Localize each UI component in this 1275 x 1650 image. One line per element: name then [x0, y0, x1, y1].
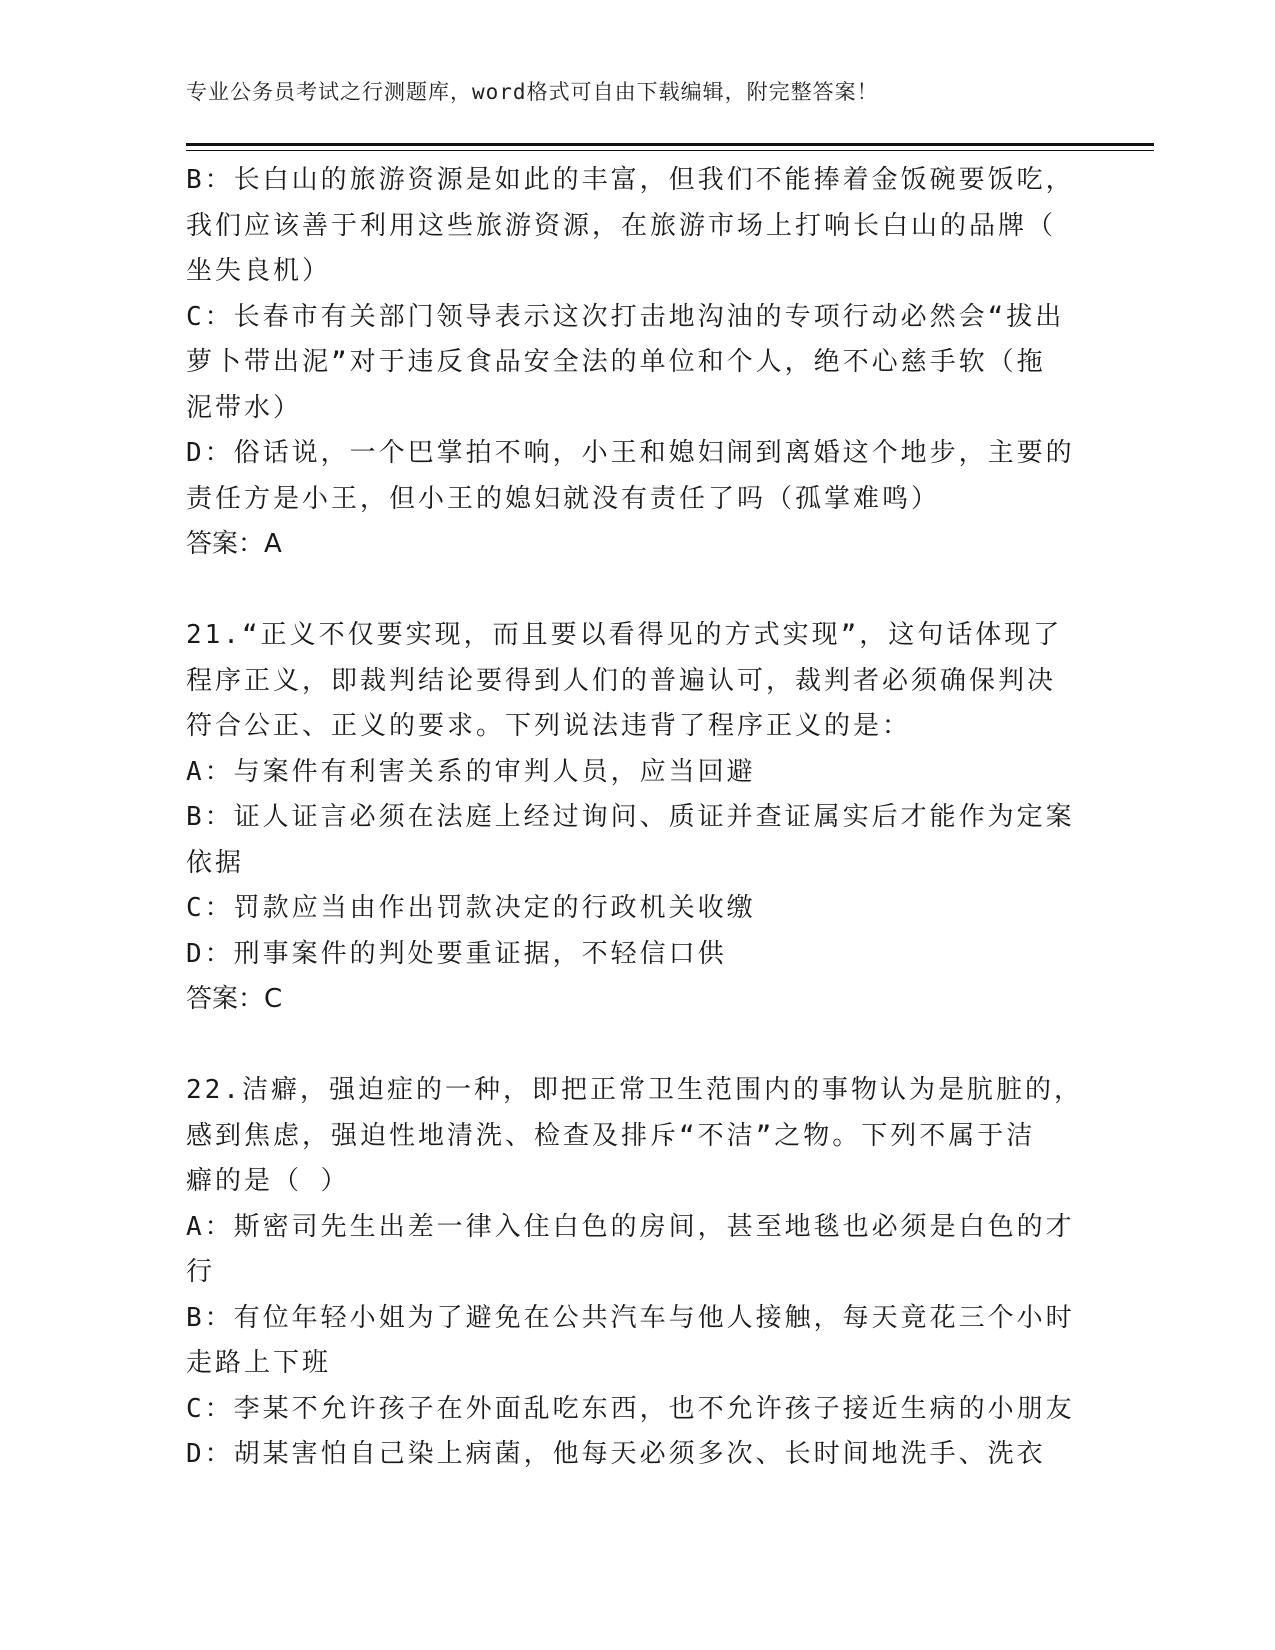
page-header: 专业公务员考试之行测题库，word格式可自由下载编辑，附完整答案！ — [186, 80, 879, 104]
q21-stem — [186, 613, 1086, 750]
q20-option-b-line: B：长白山的旅游资源是如此的丰富，但我们不能捧着金饭碗要饭吃， — [186, 165, 1075, 195]
q21-answer: 答案：C — [186, 984, 283, 1014]
q22-stem — [186, 1068, 1086, 1205]
q22-stem-line: 22.洁癖，强迫症的一种，即把正常卫生范围内的事物认为是肮脏的， — [186, 1075, 1083, 1105]
q20-option-c-line: C：长春市有关部门领导表示这次打击地沟油的专项行动必然会“拔出 — [186, 301, 1065, 332]
q20-option-d-line: 责任方是小王，但小王的媳妇就没有责任了吗（孤掌难鸣） — [186, 483, 941, 514]
q21-option-d: D：刑事案件的判处要重证据，不轻信口供 — [186, 938, 727, 969]
q20-option-c-line: 萝卜带出泥”对于违反食品安全法的单位和个人，绝不心慈手软（拖 — [186, 347, 1046, 377]
q22-stem-line: 感到焦虑，强迫性地清洗、检查及排斥“不洁”之物。下列不属于洁 — [186, 1120, 1036, 1151]
q22-option-b-line: B：有位年轻小姐为了避免在公共汽车与他人接触，每天竟花三个小时 — [186, 1302, 1075, 1333]
q20-option-d — [186, 431, 1086, 522]
q21-option-b — [186, 795, 1086, 886]
q21-stem-line: 符合公正、正义的要求。下列说法违背了程序正义的是： — [186, 711, 912, 741]
q22-option-b-line: 走路上下班 — [186, 1348, 332, 1378]
q21-option-a: A：与案件有利害关系的审判人员，应当回避 — [186, 756, 756, 787]
q20-option-b — [186, 158, 1086, 295]
q21-option-b-line: 依据 — [186, 847, 245, 878]
q20-option-b-line: 我们应该善于利用这些旅游资源，在旅游市场上打响长白山的品牌（ — [186, 210, 1057, 241]
q21-option-c: C：罚款应当由作出罚款决定的行政机关收缴 — [186, 893, 756, 923]
q20-option-b-line: 坐失良机） — [186, 256, 332, 286]
q22-option-a-line: A：斯密司先生出差一律入住白色的房间，甚至地毯也必须是白色的才 — [186, 1211, 1075, 1242]
question-gap — [186, 1023, 1086, 1069]
q22-option-d: D：胡某害怕自己染上病菌，他每天必须多次、长时间地洗手、洗衣 — [186, 1439, 1046, 1469]
q20-option-c — [186, 295, 1086, 432]
q22-stem-line: 癖的是（ ） — [186, 1166, 350, 1196]
q21-option-b-line: B：证人证言必须在法庭上经过询问、质证并查证属实后才能作为定案 — [186, 802, 1075, 832]
header-rule-thin — [186, 150, 1154, 151]
q21-stem-line: 程序正义，即裁判结论要得到人们的普遍认可，裁判者必须确保判决 — [186, 665, 1057, 696]
question-gap — [186, 568, 1086, 614]
q21-stem-line: 21.“正义不仅要实现，而且要以看得见的方式实现”，这句话体现了 — [186, 620, 1063, 650]
header-rule-thick — [186, 143, 1154, 146]
q22-option-c: C：李某不允许孩子在外面乱吃东西，也不允许孩子接近生病的小朋友 — [186, 1393, 1075, 1424]
question-content — [186, 158, 1086, 1478]
q22-option-b — [186, 1296, 1086, 1387]
q22-option-a-line: 行 — [186, 1257, 216, 1287]
q20-option-d-line: D：俗话说，一个巴掌拍不响，小王和媳妇闹到离婚这个地步，主要的 — [186, 438, 1075, 468]
q22-option-a — [186, 1205, 1086, 1296]
q20-answer: 答案：A — [186, 529, 282, 559]
q20-option-c-line: 泥带水） — [186, 392, 303, 423]
